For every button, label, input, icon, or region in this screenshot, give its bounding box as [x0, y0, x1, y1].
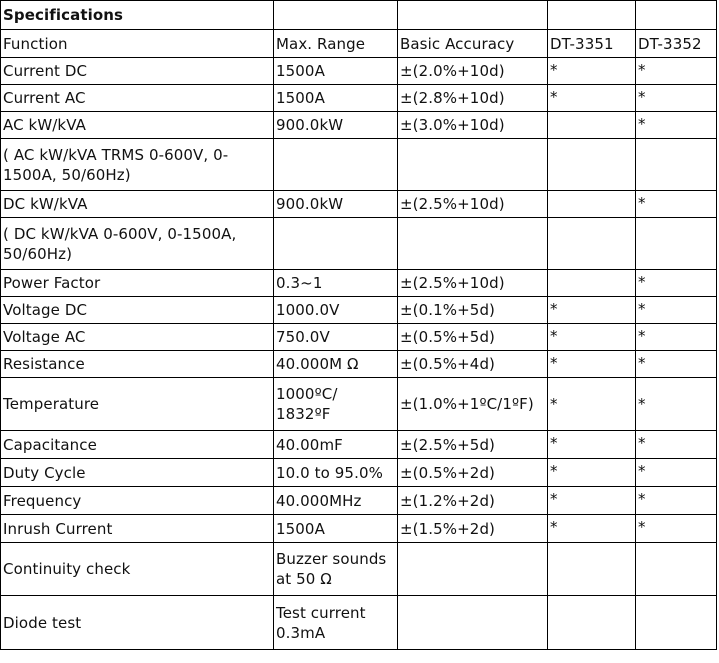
- accuracy-cell: [398, 139, 548, 191]
- support-mark: *: [638, 490, 646, 508]
- dt3351-cell: [548, 543, 636, 596]
- header-function: Function: [1, 30, 274, 58]
- support-mark: *: [550, 327, 558, 345]
- accuracy-cell: ±(2.5%+10d): [398, 270, 548, 297]
- header-row: [1, 30, 717, 58]
- function-cell: DC kW/kVA: [1, 191, 274, 218]
- dt3351-cell: [548, 431, 636, 459]
- range-cell: 900.0kW: [274, 191, 398, 218]
- support-mark: *: [638, 354, 646, 372]
- dt3351-cell: [548, 270, 636, 297]
- support-mark: *: [550, 395, 558, 413]
- dt3351-cell: [548, 58, 636, 85]
- support-mark: *: [550, 88, 558, 106]
- dt3352-cell: [636, 543, 717, 596]
- function-cell: Continuity check: [1, 543, 274, 596]
- range-cell: 1500A: [274, 515, 398, 543]
- support-mark: *: [638, 395, 646, 413]
- range-cell: Buzzer sounds at 50 Ω: [274, 543, 398, 596]
- dt3351-cell: [548, 139, 636, 191]
- support-mark: *: [638, 462, 646, 480]
- accuracy-cell: ±(2.8%+10d): [398, 85, 548, 112]
- accuracy-cell: ±(2.0%+10d): [398, 58, 548, 85]
- header-basic-accuracy: Basic Accuracy: [398, 30, 548, 58]
- function-note-cell: ( AC kW/kVA TRMS 0-600V, 0-1500A, 50/60Hz): [1, 139, 274, 191]
- range-cell: 1000.0V: [274, 297, 398, 324]
- empty-cell: [636, 1, 717, 30]
- function-cell: Inrush Current: [1, 515, 274, 543]
- support-mark: *: [638, 518, 646, 536]
- range-cell: 750.0V: [274, 324, 398, 351]
- support-mark: *: [638, 273, 646, 291]
- accuracy-cell: ±(3.0%+10d): [398, 112, 548, 139]
- dt3352-cell: [636, 270, 717, 297]
- table-row: [1, 459, 717, 487]
- table-row: [1, 218, 717, 270]
- dt3352-cell: [636, 218, 717, 270]
- dt3352-cell: [636, 297, 717, 324]
- support-mark: *: [638, 88, 646, 106]
- table-row: [1, 297, 717, 324]
- support-mark: *: [550, 434, 558, 452]
- dt3352-cell: [636, 139, 717, 191]
- support-mark: *: [638, 327, 646, 345]
- range-cell: 40.00mF: [274, 431, 398, 459]
- support-mark: *: [550, 61, 558, 79]
- range-cell: [274, 218, 398, 270]
- support-mark: *: [638, 115, 646, 133]
- table-row: [1, 58, 717, 85]
- function-cell: Voltage AC: [1, 324, 274, 351]
- range-cell: 40.000M Ω: [274, 351, 398, 378]
- function-cell: Voltage DC: [1, 297, 274, 324]
- support-mark: *: [638, 61, 646, 79]
- dt3352-cell: [636, 431, 717, 459]
- dt3351-cell: [548, 112, 636, 139]
- accuracy-cell: ±(0.5%+4d): [398, 351, 548, 378]
- range-cell: [274, 139, 398, 191]
- table-row: [1, 270, 717, 297]
- support-mark: *: [638, 300, 646, 318]
- dt3351-cell: [548, 378, 636, 431]
- dt3351-cell: [548, 351, 636, 378]
- empty-cell: [548, 1, 636, 30]
- range-cell: 900.0kW: [274, 112, 398, 139]
- dt3351-cell: [548, 324, 636, 351]
- range-cell: Test current 0.3mA: [274, 596, 398, 650]
- range-cell: 1500A: [274, 85, 398, 112]
- accuracy-cell: ±(0.5%+5d): [398, 324, 548, 351]
- range-cell: 10.0 to 95.0%: [274, 459, 398, 487]
- support-mark: *: [550, 462, 558, 480]
- dt3352-cell: [636, 324, 717, 351]
- empty-cell: [398, 1, 548, 30]
- dt3351-cell: [548, 85, 636, 112]
- range-cell: 1500A: [274, 58, 398, 85]
- function-cell: Capacitance: [1, 431, 274, 459]
- table-row: [1, 112, 717, 139]
- table-row: [1, 85, 717, 112]
- accuracy-cell: ±(2.5%+5d): [398, 431, 548, 459]
- table-row: [1, 378, 717, 431]
- range-cell: 1000ºC/ 1832ºF: [274, 378, 398, 431]
- table-row: [1, 191, 717, 218]
- dt3352-cell: [636, 58, 717, 85]
- table-row: [1, 543, 717, 596]
- support-mark: *: [638, 194, 646, 212]
- support-mark: *: [550, 300, 558, 318]
- dt3351-cell: [548, 596, 636, 650]
- table-row: [1, 487, 717, 515]
- function-cell: Current AC: [1, 85, 274, 112]
- function-cell: Diode test: [1, 596, 274, 650]
- header-dt-3352: DT-3352: [636, 30, 717, 58]
- function-cell: Temperature: [1, 378, 274, 431]
- support-mark: *: [550, 518, 558, 536]
- support-mark: *: [550, 490, 558, 508]
- accuracy-cell: ±(1.2%+2d): [398, 487, 548, 515]
- accuracy-cell: ±(0.5%+2d): [398, 459, 548, 487]
- table-row: [1, 515, 717, 543]
- dt3351-cell: [548, 515, 636, 543]
- accuracy-cell: [398, 596, 548, 650]
- dt3351-cell: [548, 218, 636, 270]
- dt3352-cell: [636, 351, 717, 378]
- title-row: [1, 1, 717, 30]
- dt3352-cell: [636, 85, 717, 112]
- accuracy-cell: ±(0.1%+5d): [398, 297, 548, 324]
- accuracy-cell: [398, 543, 548, 596]
- support-mark: *: [638, 434, 646, 452]
- dt3352-cell: [636, 487, 717, 515]
- range-cell: 40.000MHz: [274, 487, 398, 515]
- accuracy-cell: ±(1.0%+1ºC/1ºF): [398, 378, 548, 431]
- support-mark: *: [550, 354, 558, 372]
- dt3352-cell: [636, 459, 717, 487]
- table-row: [1, 324, 717, 351]
- table-row: [1, 351, 717, 378]
- function-cell: Power Factor: [1, 270, 274, 297]
- function-cell: Duty Cycle: [1, 459, 274, 487]
- function-note-cell: ( DC kW/kVA 0-600V, 0-1500A, 50/60Hz): [1, 218, 274, 270]
- table-row: [1, 139, 717, 191]
- accuracy-cell: [398, 218, 548, 270]
- dt3351-cell: [548, 459, 636, 487]
- dt3351-cell: [548, 487, 636, 515]
- table-row: [1, 596, 717, 650]
- function-cell: Current DC: [1, 58, 274, 85]
- dt3352-cell: [636, 112, 717, 139]
- header-max-range: Max. Range: [274, 30, 398, 58]
- dt3352-cell: [636, 191, 717, 218]
- accuracy-cell: ±(2.5%+10d): [398, 191, 548, 218]
- function-cell: AC kW/kVA: [1, 112, 274, 139]
- table-row: [1, 431, 717, 459]
- dt3352-cell: [636, 515, 717, 543]
- function-cell: Frequency: [1, 487, 274, 515]
- dt3352-cell: [636, 596, 717, 650]
- function-cell: Resistance: [1, 351, 274, 378]
- dt3351-cell: [548, 297, 636, 324]
- table-title: Specifications: [1, 1, 274, 30]
- header-dt-3351: DT-3351: [548, 30, 636, 58]
- dt3352-cell: [636, 378, 717, 431]
- dt3351-cell: [548, 191, 636, 218]
- empty-cell: [274, 1, 398, 30]
- accuracy-cell: ±(1.5%+2d): [398, 515, 548, 543]
- range-cell: 0.3~1: [274, 270, 398, 297]
